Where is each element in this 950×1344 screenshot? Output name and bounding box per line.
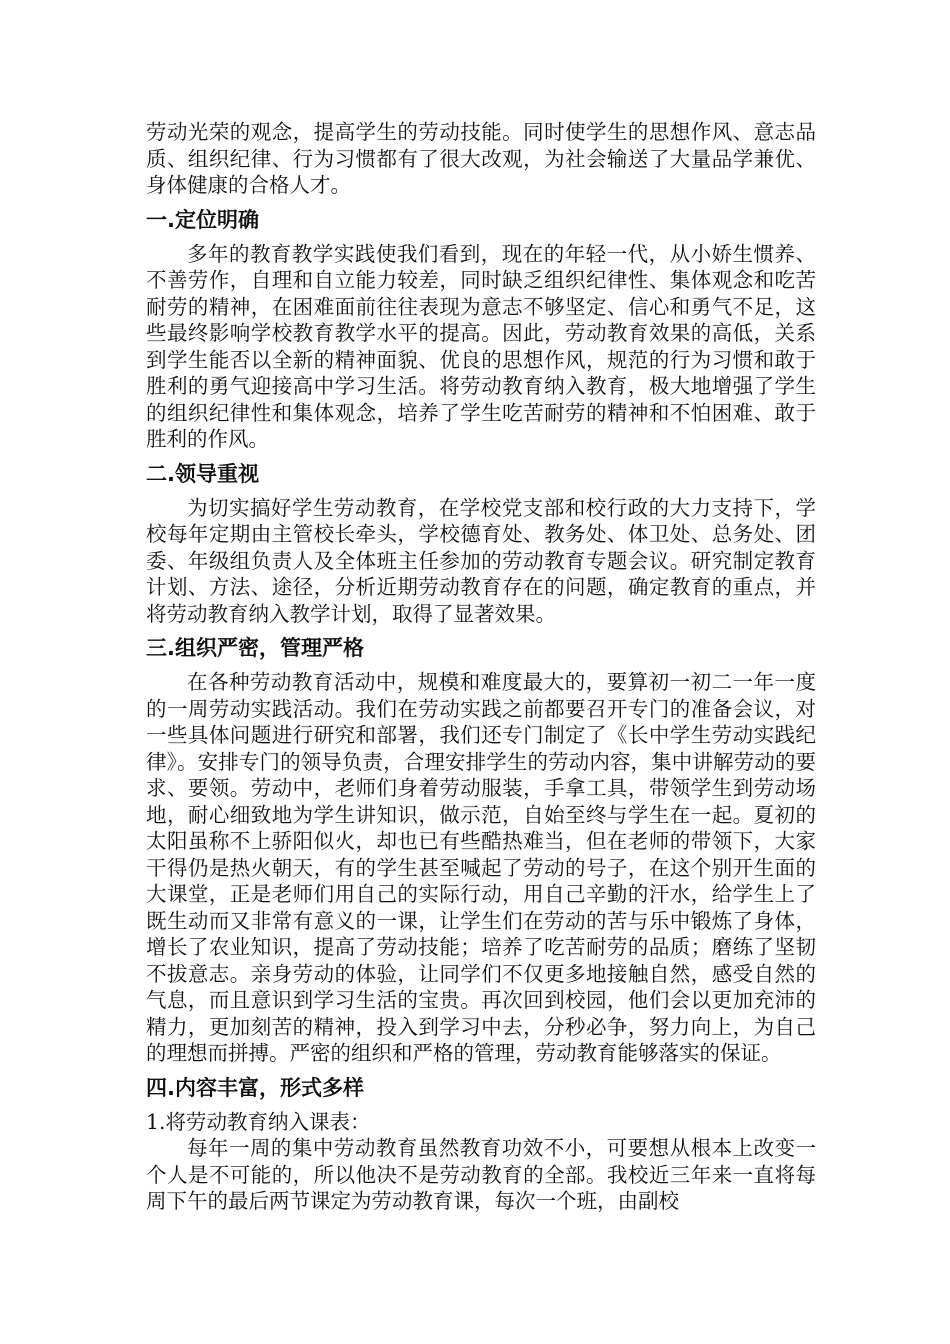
section-subheading-curriculum: 1.将劳动教育纳入课表：: [146, 1109, 371, 1134]
section-paragraph-curriculum: 每年一周的集中劳动教育虽然教育功效不小，可要想从根本上改变一个人是不可能的，所以他决不是劳动教育的全部。我校近三年来一直将每周下午的最后两节课定为劳动教育课，每次一个班，由副校: [146, 1136, 816, 1213]
section-paragraph-leadership: 为切实搞好学生劳动教育，在学校党支部和校行政的大力支持下，学校每年定期由主管校长牵头，学校德育处、教务处、体卫处、总务处、团委、年级组负责人及全体班主任参加的劳动教育专题会议。研究制定教育计划、方法、途径，分析近期劳动教育存在的问题，确定教育的重点，并将劳动教育纳入教学计划，取得了显著效果。: [146, 495, 816, 626]
section-heading-organization: 三.组织严密，管理严格: [146, 636, 364, 660]
intro-paragraph: 劳动光荣的观念，提高学生的劳动技能。同时使学生的思想作风、意志品质、组织纪律、行为习惯都有了很大改观，为社会输送了大量品学兼优、身体健康的合格人才。: [146, 120, 816, 197]
section-heading-leadership: 二.领导重视: [146, 461, 259, 486]
section-paragraph-positioning: 多年的教育教学实践使我们看到，现在的年轻一代，从小娇生惯养、不善劳作，自理和自立能力较差，同时缺乏组织纪律性、集体观念和吃苦耐劳的精神，在困难面前往往表现为意志不够坚定、信心和勇气不足，这些最终影响学校教育教学水平的提高。因此，劳动教育效果的高低，关系到学生能否以全新的精神面貌、优良的思想作风，规范的行为习惯和敢于胜利的勇气迎接高中学习生活。将劳动教育纳入教育，极大地增强了学生的组织纪律性和集体观念，培养了学生吃苦耐劳的精神和不怕困难、敢于胜利的作风。: [146, 241, 816, 451]
section-paragraph-organization: 在各种劳动教育活动中，规模和难度最大的，要算初一初二一年一度的一周劳动实践活动。我们在劳动实践之前都要召开专门的准备会议，对一些具体问题进行研究和部署，我们还专门制定了《长中学生劳动实践纪律》。安排专门的领导负责，合理安排学生的劳动内容，集中讲解劳动的要求、要领。劳动中，老师们身着劳动服装，手拿工具，带领学生到劳动场地，耐心细致地为学生讲知识，做示范，自始至终与学生在一起。夏初的太阳虽称不上骄阳似火，却也已有些酷热难当，但在老师的带领下，大家干得仍是热火朝天，有的学生甚至喊起了劳动的号子，在这个别开生面的大课堂，正是老师们用自己的实际行动，用自己辛勤的汗水，给学生上了既生动而又非常有意义的一课，让学生们在劳动的苦与乐中锻炼了身体，增长了农业知识，提高了劳动技能；培养了吃苦耐劳的品质；磨练了坚韧不拔意志。亲身劳动的体验，让同学们不仅更多地接触自然，感受自然的气息，而且意识到学习生活的宝贵。再次回到校园，他们会以更加充沛的精力，更加刻苦的精神，投入到学习中去，分秒必争，努力向上，为自己的理想而拼搏。严密的组织和严格的管理，劳动教育能够落实的保证。: [146, 670, 816, 1065]
document-page: [146, 119, 816, 1215]
section-heading-positioning: 一.定位明确: [146, 207, 259, 232]
section-heading-content: 四.内容丰富，形式多样: [146, 1075, 364, 1100]
